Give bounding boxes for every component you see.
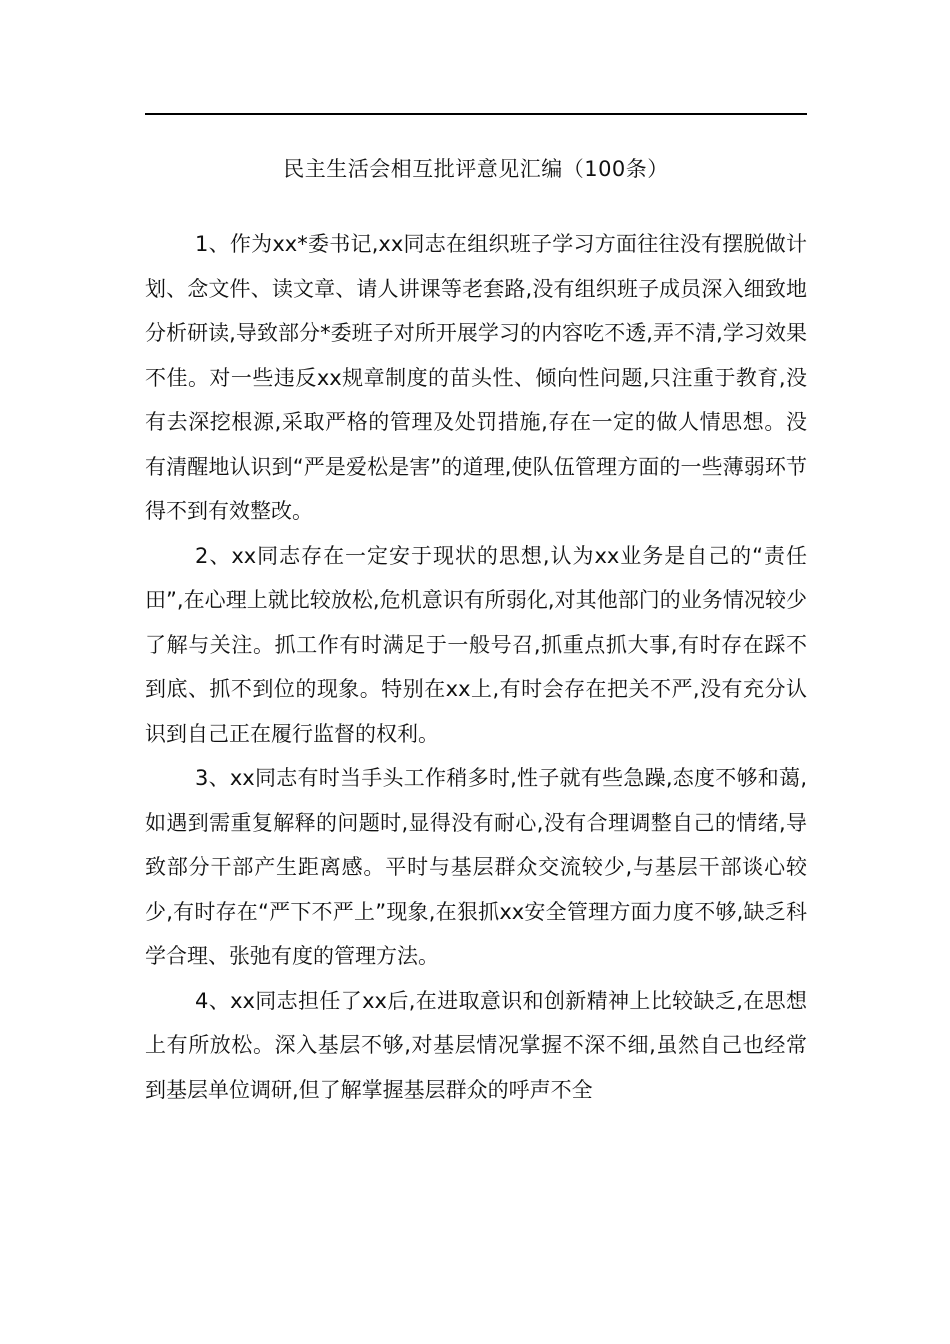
- paragraph-3: 3、xx同志有时当手头工作稍多时,性子就有些急躁,态度不够和蔼,如遇到需重复解释的问题时,显得没有耐心,没有合理调整自己的情绪,导致部分干部产生距离感。平时与基层群众交流较少,与基层干部谈心较少,有时存在“严下不严上”现象,在狠抓xx安全管理方面力度不够,缺乏科学合理、张弛有度的管理方法。: [145, 766, 807, 968]
- paragraph-2: 2、xx同志存在一定安于现状的思想,认为xx业务是自己的“责任田”,在心理上就比较放松,危机意识有所弱化,对其他部门的业务情况较少了解与关注。抓工作有时满足于一般号召,抓重点抓大事,有时存在踩不到底、抓不到位的现象。特别在xx上,有时会存在把关不严,没有充分认识到自己正在履行监督的权利。: [145, 543, 807, 746]
- header-rule: [145, 113, 807, 115]
- paragraph-4: 4、xx同志担任了xx后,在进取意识和创新精神上比较缺乏,在思想上有所放松。深入基层不够,对基层情况掌握不深不细,虽然自己也经常到基层单位调研,但了解掌握基层群众的呼声不全: [145, 988, 807, 1102]
- document-title: 民主生活会相互批评意见汇编（100条）: [283, 157, 669, 181]
- paragraph-1: 1、作为xx*委书记,xx同志在组织班子学习方面往往没有摆脱做计划、念文件、读文章、请人讲课等老套路,没有组织班子成员深入细致地分析研读,导致部分*委班子对所开展学习的内容吃不透,弄不清,学习效果不佳。对一些违反xx规章制度的苗头性、倾向性问题,只注重于教育,没有去深挖根源,采取严格的管理及处罚措施,存在一定的做人情思想。没有清醒地认识到“严是爱松是害”的道理,使队伍管理方面的一些薄弱环节得不到有效整改。: [145, 232, 807, 523]
- document-body: [145, 222, 807, 1112]
